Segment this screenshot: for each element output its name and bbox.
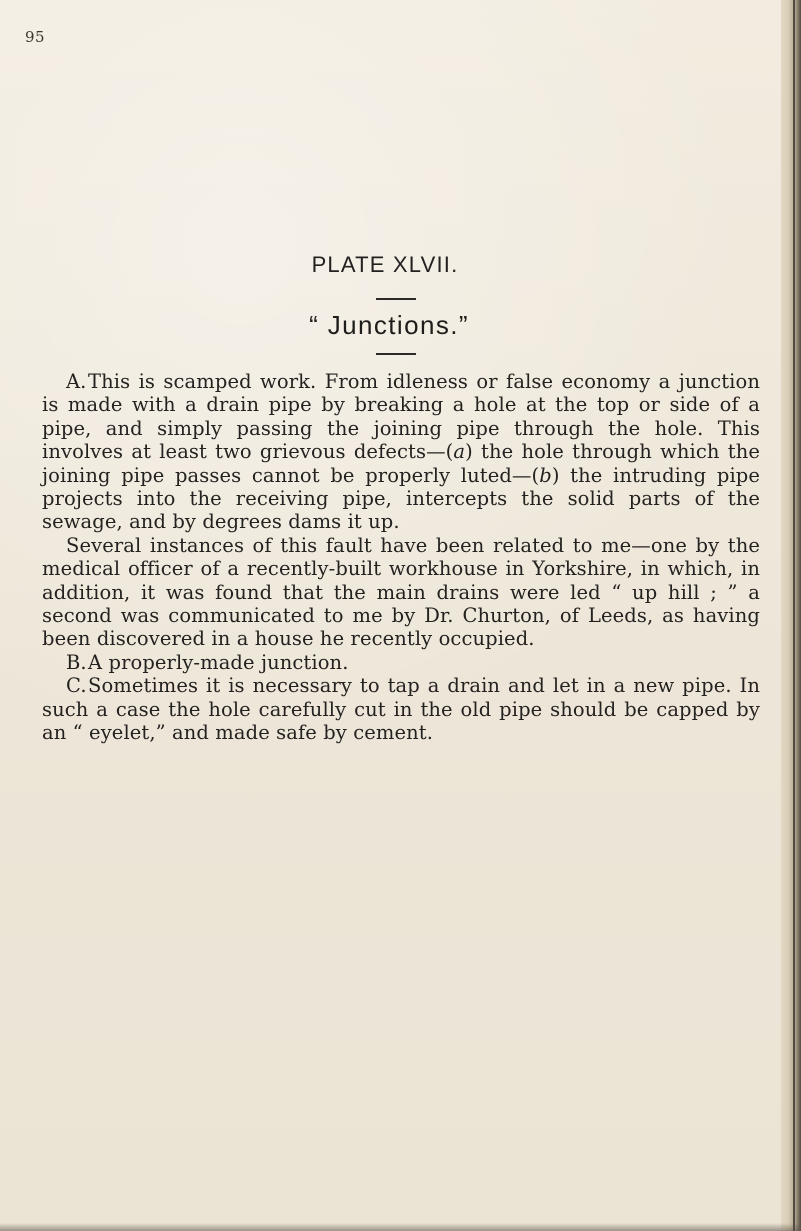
paragraph-a-italic-b: b: [539, 463, 552, 487]
paragraph-a-part-3: ) the intruding pipe projects into the receiving pipe, intercepts the solid parts of the sewage, and by degrees dams it up.: [42, 463, 761, 534]
paragraph-a-part-1: This is scamped work. From idleness or false economy a junction is made with a drain pipe by breaking a hole at the top or side of a pipe, and simply passing the joining pipe through the hole. This involves at least two grievous defects—(: [42, 370, 760, 464]
section-title: “ Junctions.”: [309, 310, 469, 340]
paragraph-a-italic-a: a: [453, 440, 466, 464]
paragraph-label-b: B.: [66, 650, 87, 674]
paragraph-c-text: Sometimes it is necessary to tap a drain and let in a new pipe. In such a case the hole carefully cut in the old pipe should be capped by an “ eyelet,” and made safe by cement.: [42, 674, 760, 745]
title-rule-bottom: [376, 353, 416, 355]
paragraph-label-a: A.: [66, 370, 87, 393]
paragraph-b-text: A properly-made junction.: [88, 650, 349, 674]
page-edge-bottom: [0, 1223, 801, 1231]
paragraph-several-instances-text: Several instances of this fault have been related to me—one by the medical officer of a recently-built workhouse in Yorkshire, in which, in addition, it was found that the main drains were led “ up hill ; ” a second was communicated to me by Dr. Churton, of Leeds, as having been discovered in a house he recently occupied.: [42, 533, 760, 651]
page-edge-line: [793, 0, 795, 1231]
paragraph-a-part-2: ) the hole through which the joining pipe passes cannot be properly luted—(: [42, 440, 761, 487]
paragraph-b: [42, 651, 760, 674]
paragraph-a: [42, 370, 760, 534]
paragraph-several-instances: [42, 534, 760, 651]
paragraph-c: [42, 674, 760, 744]
title-rule-top: [376, 298, 416, 300]
body-text: [42, 370, 760, 745]
page-number: 95: [25, 28, 46, 46]
plate-title: PLATE XLVII.: [311, 252, 459, 277]
page-edge-right: [781, 0, 801, 1231]
paragraph-label-c: C.: [66, 674, 87, 698]
